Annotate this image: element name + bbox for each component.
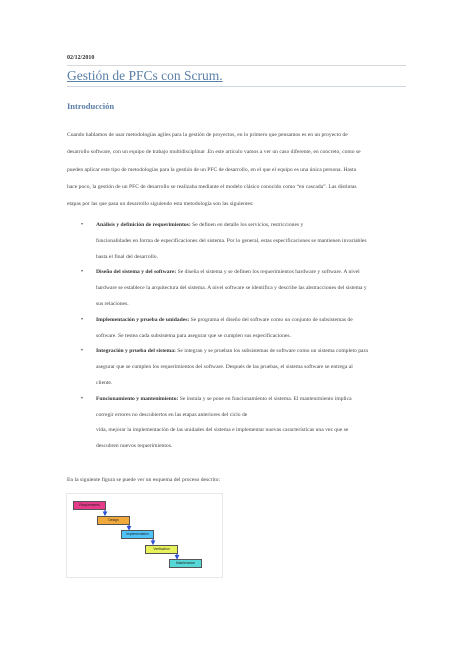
post-date: 02/12/2010	[67, 55, 95, 61]
phase-text: asegurar que se cumplen los requerimientos del software. Después de las pruebas, el sistema software se entrega al	[96, 364, 353, 371]
title-divider	[67, 86, 406, 87]
phase-name: Implementación y prueba de unidades:	[96, 316, 190, 323]
phase-text: funcionalidades en forma de especificaciones del sistema. Por lo general, estas especificaciones se mantienen invariables	[96, 237, 367, 244]
phase-name: Funcionamiento y mantenimiento:	[96, 395, 179, 402]
bullet-icon: •	[81, 348, 84, 355]
intro-line: pueden aplicar este tipo de metodologías para la gestión de un PFC de desarrollo, en el que el equipo es una única persona. Hasta	[67, 166, 357, 173]
phase-name: Integración y prueba del sistema:	[96, 348, 176, 355]
bullet-icon: •	[81, 269, 84, 276]
list-item-diseno	[67, 265, 412, 312]
list-item-integracion	[67, 344, 412, 391]
intro-line: hace poco, la gestión de un PFC de desarrollo se realizaba mediante el modelo clásico conocido como “en cascada”. Las distintas	[67, 183, 357, 190]
list-item-implementacion	[67, 313, 412, 345]
list-item-funcionamiento	[67, 392, 412, 455]
intro-paragraph	[67, 127, 412, 213]
phase-text: sus relaciones.	[96, 300, 129, 307]
waterfall-stage-requirements: Requirements	[73, 501, 106, 510]
phase-text: Se programa el diseño del software como un conjunto de subsistemas de	[189, 316, 353, 323]
waterfall-stage-design: Design	[97, 516, 130, 525]
phase-text: hasta el final del desarrollo.	[96, 253, 158, 260]
bullet-icon: •	[81, 222, 84, 228]
waterfall-stage-maintenance: Maintenance	[169, 559, 202, 568]
phase-name: Diseño del sistema y del software:	[96, 269, 177, 276]
section-heading-introduccion: Introducción	[67, 101, 115, 111]
waterfall-stage-implementation: Implementation	[121, 530, 154, 539]
waterfall-diagram	[66, 493, 223, 578]
page-title[interactable]: Gestión de PFCs con Scrum.	[67, 68, 223, 83]
phase-text: vida, mejorar la implementación de las unidades del sistema e implementar nuevas características una vez que se	[96, 427, 349, 434]
phase-text: cliente.	[96, 379, 113, 386]
phase-text: Se integran y se prueban los subsistemas de software como un sistema completo para	[175, 348, 368, 355]
list-item-analisis	[67, 218, 412, 265]
intro-line: etapas por las que pasa un desarrollo siguiendo esta metodología son las siguientes:	[67, 201, 254, 208]
waterfall-stage-verification: Verification	[145, 545, 178, 554]
bullet-icon: •	[81, 395, 84, 402]
phase-text: software. Se testea cada subsistema para asegurar que se cumplen sus especificaciones.	[96, 332, 291, 339]
bullet-icon: •	[81, 316, 84, 323]
phase-name: Análisis y definición de requerimientos:	[96, 222, 191, 228]
phase-text: Se definen en detalle los servicios, restricciones y	[190, 222, 304, 228]
phase-text: Se diseña el sistema y se definen los requerimientos hardware y software. A nivel	[176, 269, 360, 276]
phase-text: hardware se establece la arquitectura del sistema. A nivel software se identifica y describe las abstracciones del sistema y	[96, 285, 367, 292]
intro-line: Cuando hablamos de usar metodologías agiles para la gestión de proyectos, en lo primero que pensamos es en un proyecto de	[67, 132, 348, 138]
intro-line: desarrollo software, con un equipo de trabajo multidisciplinar .En este articulo vamos a ver un caso diferente, en concreto, como se	[67, 149, 361, 156]
phase-text: Se instala y se pone en funcionamiento el sistema. El mantenimiento implica	[178, 395, 352, 402]
figure-caption: En la siguiente figura se puede ver un esquema del proceso descrito:	[67, 477, 220, 483]
header-divider	[67, 65, 406, 66]
phase-text: corregir errores no descubiertos en las etapas anteriores del ciclo de	[96, 411, 248, 418]
phase-list	[67, 218, 412, 455]
phase-text: descubren nuevos requerimientos.	[96, 443, 173, 450]
